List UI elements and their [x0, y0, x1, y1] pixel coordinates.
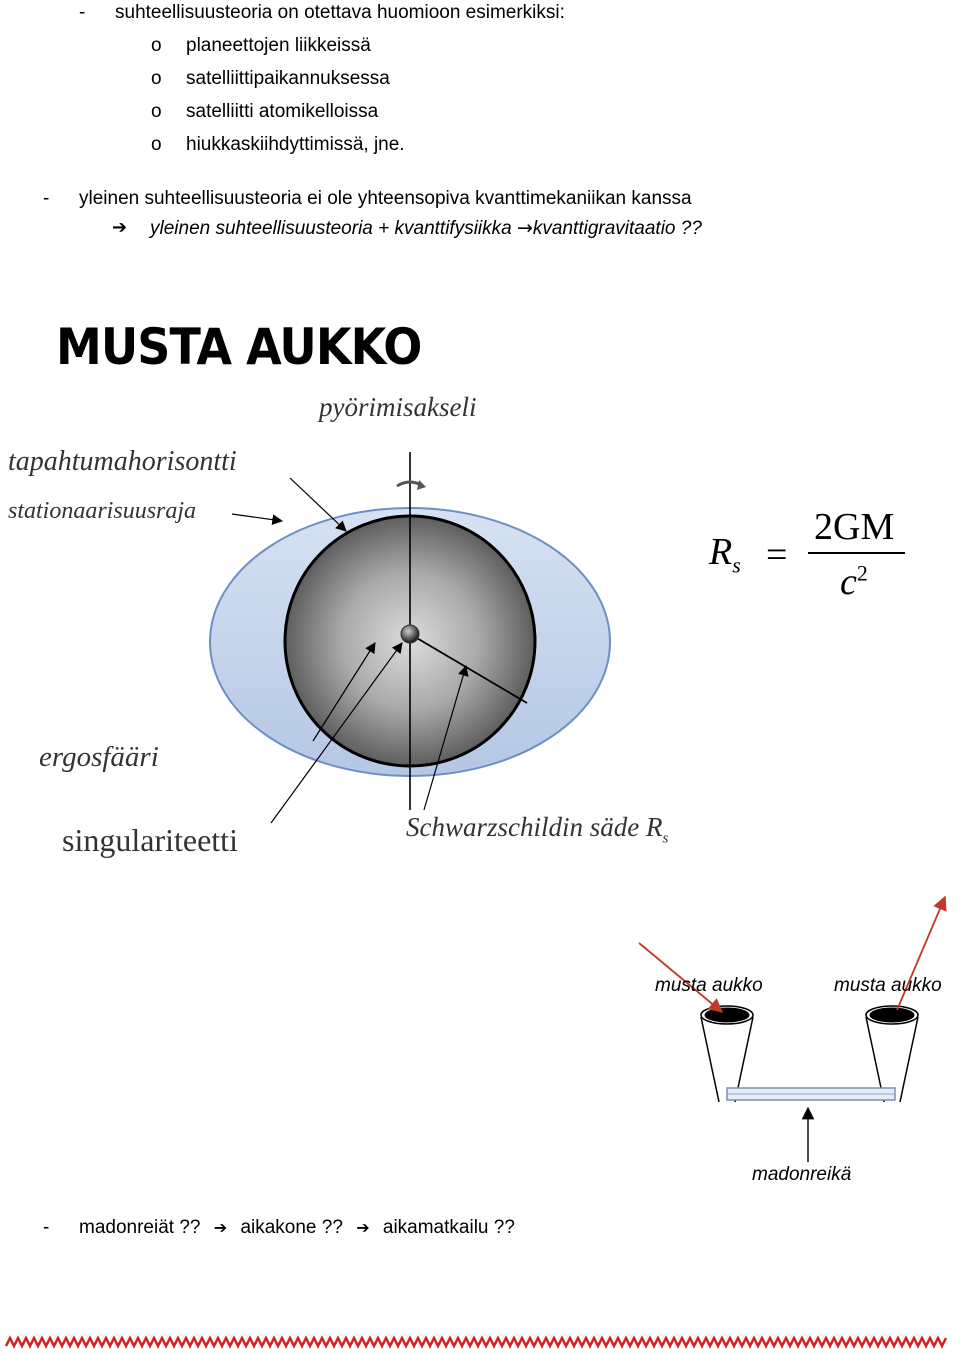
footer-part1: madonreiät ?? — [79, 1217, 201, 1238]
singularity-dot — [401, 625, 419, 643]
point2-text: yleinen suhteellisuusteoria ei ole yhteensopiva kvanttimekaniikan kanssa — [79, 188, 692, 209]
footer-part3: aikamatkailu ?? — [382, 1217, 515, 1238]
right-black-hole-label: musta aukko — [834, 975, 942, 996]
inline-arrow-icon: → — [517, 217, 533, 239]
footer-part2: aikakone ?? — [240, 1217, 343, 1238]
footer-dash: - — [43, 1217, 50, 1238]
right-arrow-icon: ➔ — [356, 1218, 370, 1237]
left-black-hole-label: musta aukko — [655, 975, 763, 996]
right-arrow-icon: ➔ — [112, 217, 128, 238]
formula-R: R — [709, 531, 733, 573]
formula-lhs — [709, 530, 741, 579]
sub-bullet-marker: o — [151, 134, 162, 155]
radius-label — [406, 812, 668, 847]
point2-line-a: yleinen suhteellisuusteoria + kvanttifysiikka — [150, 218, 512, 239]
decorative-zigzag-border — [6, 1338, 946, 1346]
right-hole-top — [870, 1008, 914, 1022]
sub-bullet-marker: o — [151, 68, 162, 89]
sub-bullet-item: satelliitti atomikelloissa — [186, 101, 379, 122]
radius-label-sub: s — [662, 830, 669, 847]
stationary-limit-pointer — [232, 514, 282, 521]
point2-line-b: kvanttigravitaatio ?? — [532, 218, 702, 239]
figure-title: MUSTA AUKKO — [56, 318, 422, 376]
intro-heading: suhteellisuusteoria on otettava huomioon esimerkiksi: — [115, 2, 565, 23]
footer-line — [79, 1217, 515, 1239]
formula-R-sub: s — [732, 552, 741, 578]
formula-c: c — [840, 561, 857, 603]
sub-bullet-item: satelliittipaikannuksessa — [186, 68, 390, 89]
intro-dash: - — [79, 2, 86, 23]
ergosphere-label: ergosfääri — [39, 741, 159, 773]
sub-bullet-item: planeettojen liikkeissä — [186, 35, 371, 56]
point2-dash: - — [43, 188, 50, 209]
right-arrow-icon: ➔ — [213, 1218, 228, 1237]
formula-equals: = — [766, 534, 788, 576]
formula-exponent: 2 — [856, 560, 868, 586]
formula-numerator-text: 2GM — [814, 506, 895, 548]
formula-denominator — [840, 560, 868, 604]
sub-bullet-item: hiukkaskiihdyttimissä, jne. — [186, 134, 405, 155]
formula-numerator — [814, 505, 894, 549]
event-horizon-label: tapahtumahorisontti — [8, 446, 237, 477]
singularity-label: singulariteetti — [62, 822, 238, 858]
wormhole-label: madonreikä — [752, 1164, 852, 1185]
sub-bullet-marker: o — [151, 101, 162, 122]
fraction-bar — [808, 552, 905, 554]
radius-label-text: Schwarzschildin säde R — [406, 812, 663, 842]
left-hole-top — [705, 1008, 749, 1022]
stationary-limit-label: stationaarisuusraja — [8, 498, 197, 524]
sub-bullet-marker: o — [151, 35, 162, 56]
axis-label: pyörimisakseli — [319, 392, 477, 422]
